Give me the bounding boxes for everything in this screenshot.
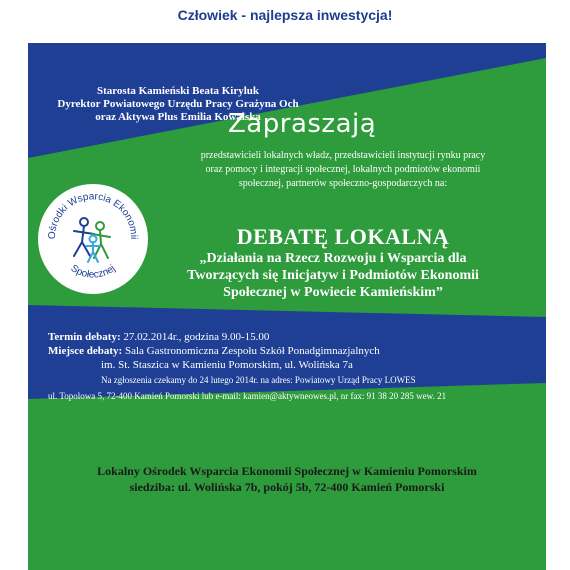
footer bbox=[28, 463, 546, 495]
subtitle-line: Społecznej w Powiecie Kamieńskim” bbox=[223, 285, 443, 300]
date-label: Termin debaty: bbox=[48, 331, 121, 343]
invite-heading: Zapraszają bbox=[228, 109, 377, 139]
audience-line: przedstawicieli lokalnych władz, przedstawicieli instytucji rynku pracy bbox=[200, 150, 486, 161]
place-value: Sala Gastronomiczna Zespołu Szkół Ponadgimnazjalnych bbox=[122, 345, 380, 357]
organizer-line: Dyrektor Powiatowego Urzędu Pracy Grażyna Och bbox=[57, 98, 299, 110]
footer-line: Lokalny Ośrodek Wsparcia Ekonomii Społecznej w Kamieniu Pomorskim bbox=[97, 464, 477, 478]
audience-line: społecznej, partnerów społeczno-gospodarczych na: bbox=[238, 178, 448, 189]
subtitle-line: „Działania na Rzecz Rozwoju i Wsparcia dla bbox=[199, 251, 467, 266]
svg-text:Społecznej: Społecznej bbox=[68, 262, 118, 281]
registration-notice: Na zgłoszenia czekamy do 24 lutego 2014r. na adres: Powiatowy Urząd Pracy LOWES bbox=[101, 375, 416, 385]
cropped-header-text bbox=[0, 0, 570, 2]
slogan: Człowiek - najlepsza inwestycja! bbox=[177, 7, 393, 23]
audience-line: oraz pomocy i integracji społecznej, lokalnych podmiotów ekonomii bbox=[205, 164, 481, 175]
event-title: DEBATĘ LOKALNĄ bbox=[236, 224, 450, 249]
date-value: 27.02.2014r., godzina 9.00-15.00 bbox=[120, 331, 270, 343]
subtitle-line: Tworzących się Inicjatyw i Podmiotów Ekonomii bbox=[187, 268, 479, 283]
place-value-2: im. St. Staszica w Kamieniu Pomorskim, ul. Wolińska 7a bbox=[101, 359, 353, 371]
contact-notice: ul. Topolowa 5, 72-400 Kamień Pomorski lub e-mail: kamien@aktywneowes.pl, nr fax: 91 38 20 285 wew. 21 bbox=[48, 391, 447, 401]
event-subtitle bbox=[133, 250, 533, 301]
event-details bbox=[48, 330, 543, 404]
audience-text bbox=[178, 149, 508, 191]
organizer-line: oraz Aktywa Plus Emilia Kowalska bbox=[95, 111, 261, 123]
footer-line: siedziba: ul. Wolińska 7b, pokój 5b, 72-400 Kamień Pomorski bbox=[129, 480, 445, 494]
place-row bbox=[48, 344, 543, 358]
place-label: Miejsce debaty: bbox=[48, 345, 123, 357]
date-row bbox=[48, 330, 543, 344]
owes-logo bbox=[38, 184, 148, 294]
people-figures-icon bbox=[38, 184, 148, 294]
svg-text:Ośrodki Wsparcia Ekonomii: Ośrodki Wsparcia Ekonomii bbox=[46, 191, 140, 240]
poster bbox=[28, 43, 546, 570]
organizer-line: Starosta Kamieński Beata Kiryluk bbox=[96, 85, 260, 97]
